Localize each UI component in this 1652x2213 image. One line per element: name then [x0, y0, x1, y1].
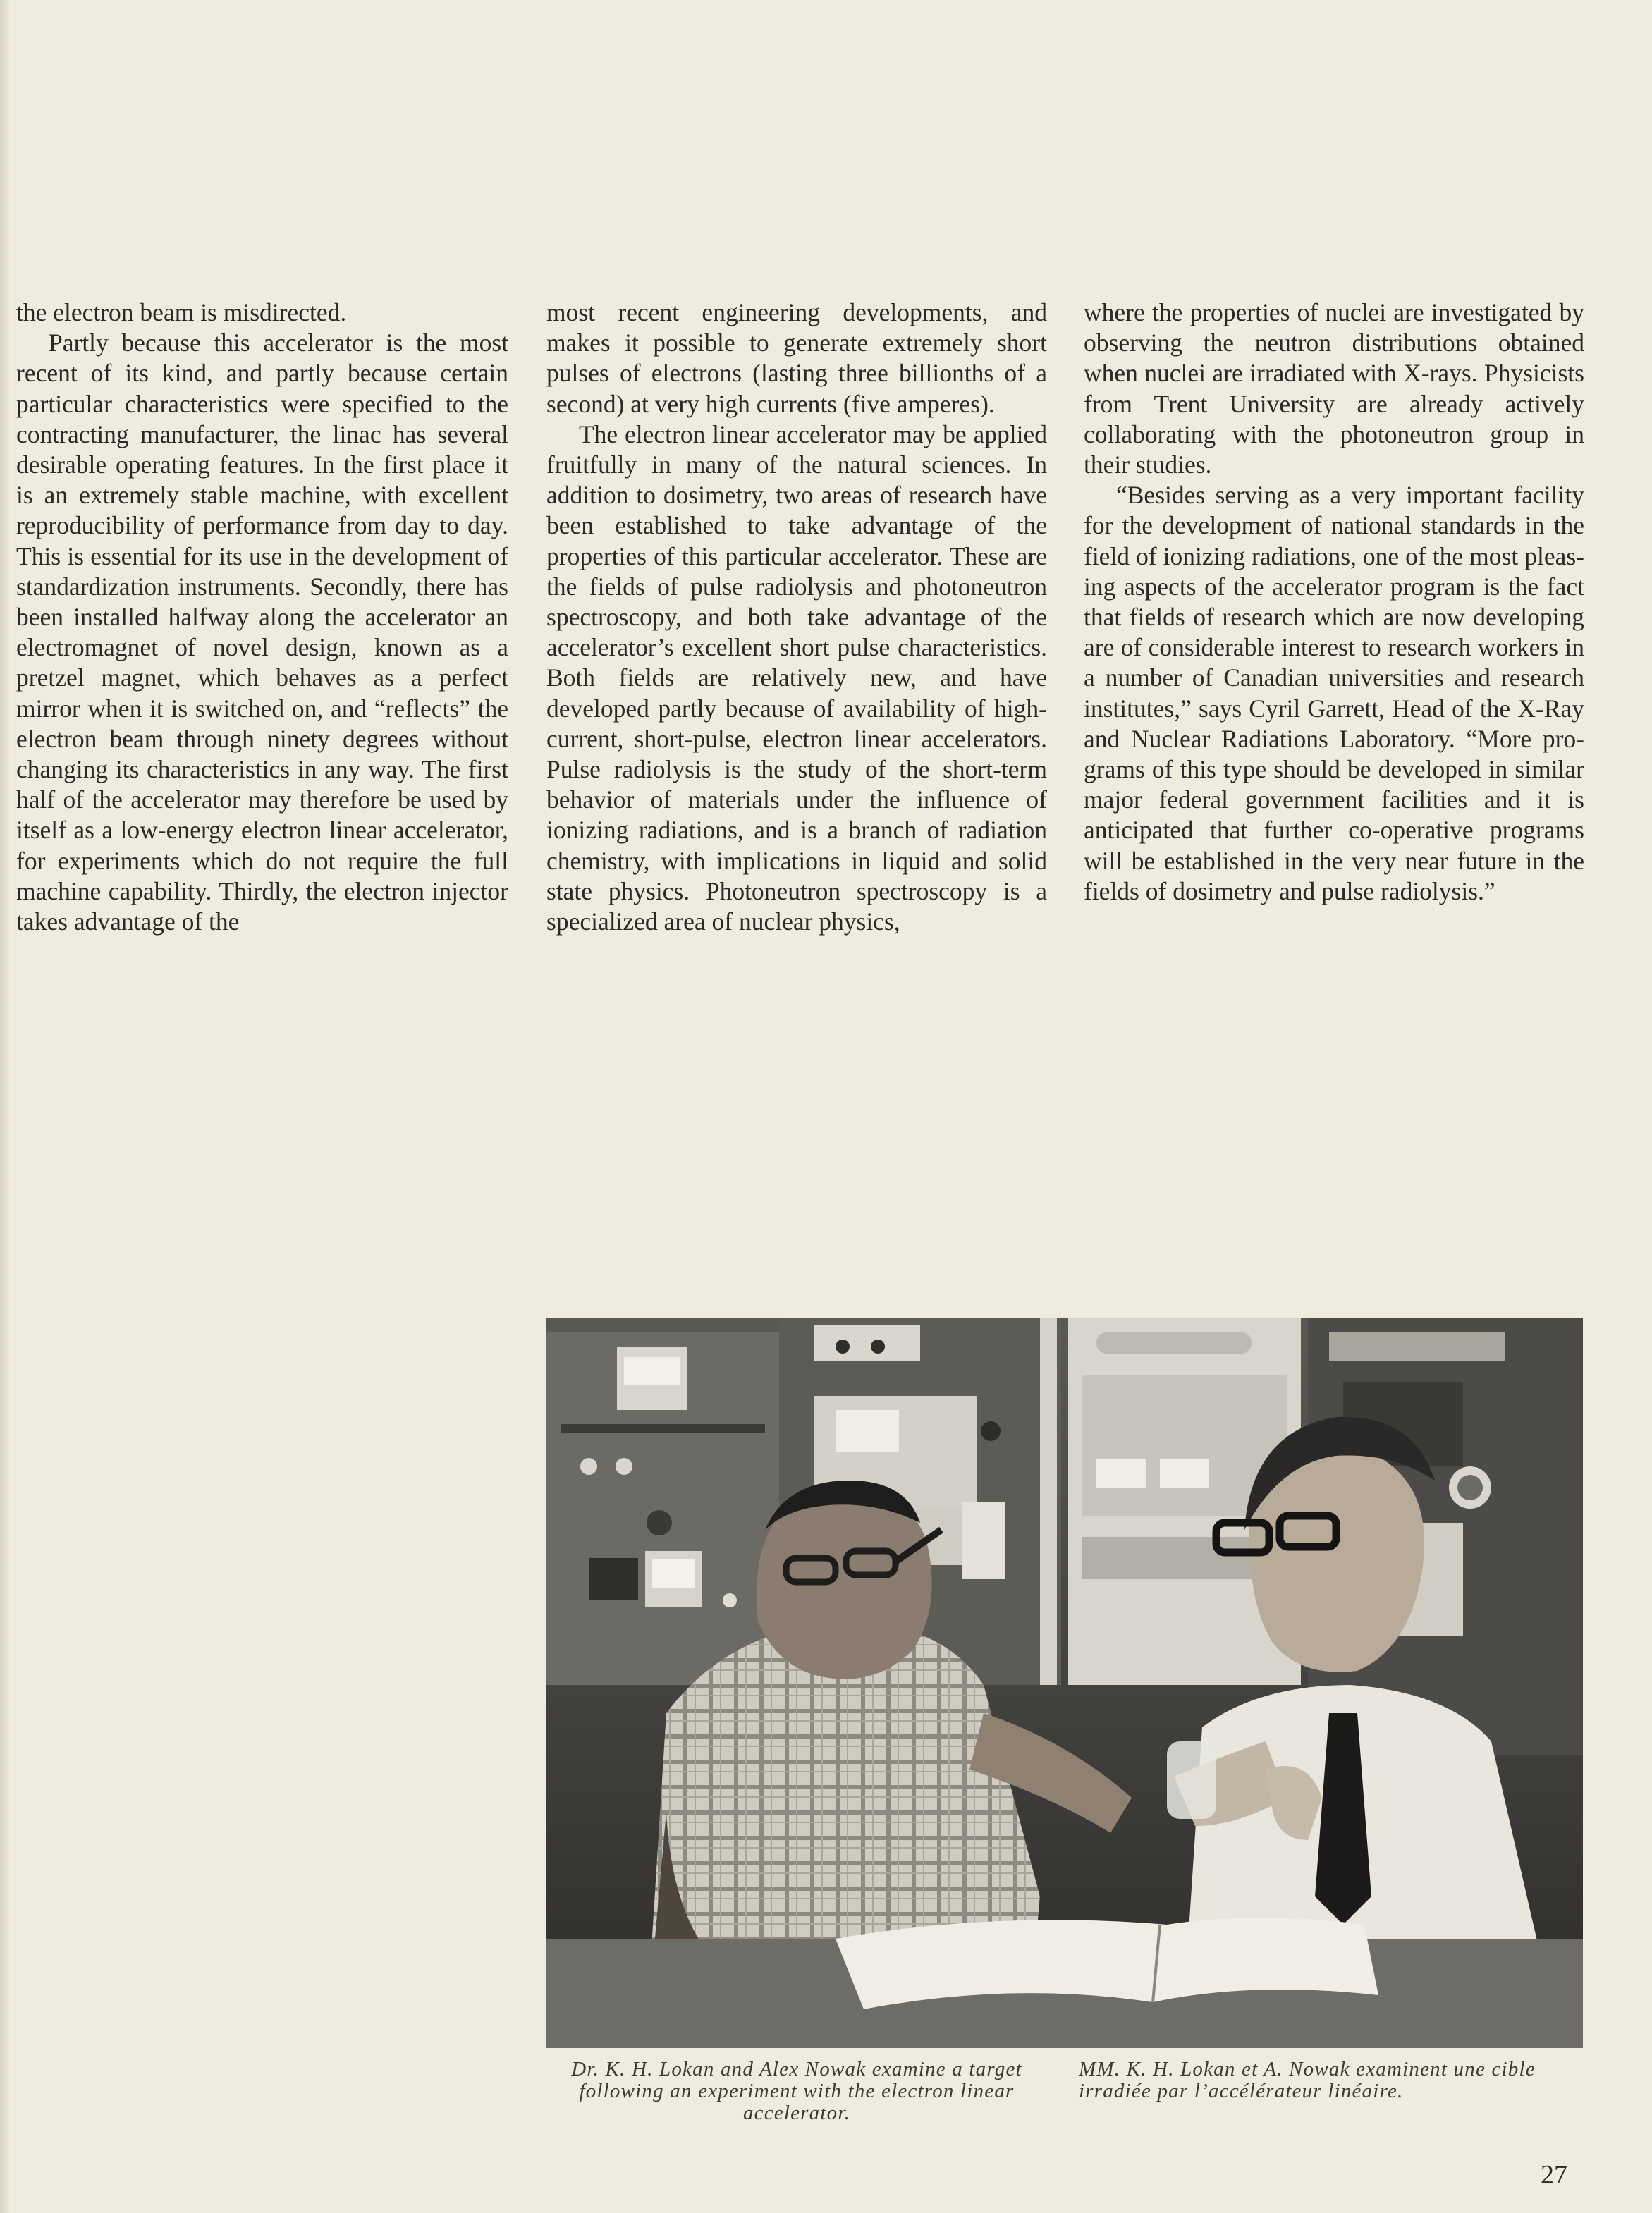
laboratory-photo-illustration — [546, 1318, 1583, 2048]
photo-caption-french: MM. K. H. Lokan et A. Nowak examinent une cible irradiée par l’accélérateur linéaire. — [1079, 2058, 1536, 2102]
paragraph: The electron linear accelerator may be applied fruitfully in many of the natural sciences. In addition to dosimetry, two areas of research have been established to take advantage of the properties of this particular accelerator. These are the fields of pulse radiolysis and photoneutron spectroscopy, and both take advantage of the accelerator’s excellent short pulse characteristics. Both fields are relatively new, and have developed partly because of availability of high-current, short-pulse, electron linear accelerators. Pulse radiolysis is the study of the short-term behavior of materials under the influence of ionizing radiations, and is a branch of radiation chemistry, with implications in liquid and solid state physics. Photoneutron spectroscopy is a specialized area of nuclear physics, — [546, 419, 1047, 936]
text-column-1 — [16, 298, 508, 937]
paragraph: most recent engineering developments, and makes it possible to generate extremely short pulses of electrons (lasting three billionths of a second) at very high currents (five amperes). — [546, 298, 1047, 418]
page-number: 27 — [1541, 2160, 1567, 2190]
text-column-2 — [546, 298, 1047, 937]
paragraph: where the properties of nuclei are investigated by observing the neutron distributions obtained when nuclei are irradiated with X-rays. Physicists from Trent University are already actively collaborating with the photoneutron group in their studies. — [1084, 298, 1584, 479]
laboratory-photograph — [546, 1318, 1583, 2048]
paragraph: “Besides serving as a very important facility for the development of national standards in the field of ionizing radiations, one of the most pleasing aspects of the accelerator program is the fact that fields of research which are now developing are of considerable interest to research workers in a number of Canadian universities and research institutes,” says Cyril Garrett, Head of the X-Ray and Nuclear Radiations Laboratory. “More programs of this type should be developed in similar major federal government facilities and it is anticipated that further co-operative programs will be established in the very near future in the fields of dosimetry and pulse radiolysis.” — [1084, 481, 1584, 905]
paragraph: the electron beam is misdirected. — [16, 298, 347, 326]
target-vial — [1167, 1741, 1216, 1819]
photo-caption-english: Dr. K. H. Lokan and Alex Nowak examine a target following an experiment with the electron linear accelerator. — [571, 2058, 1022, 2124]
equipment-rack-left — [546, 1332, 779, 1685]
page-edge-shadow — [0, 0, 10, 2213]
text-column-3 — [1084, 298, 1584, 907]
paragraph: Partly because this accelerator is the most recent of its kind, and partly because certain particular characteristics were specified to the contracting manufacturer, the linac has several desirable operating features. In the first place it is an extremely stable machine, with excellent reproducibility of performance from day to day. This is essential for its use in the development of standardization instruments. Secondly, there has been installed halfway along the accelerator an electromagnet of novel design, known as a pretzel magnet, which behaves as a perfect mirror when it is switched on, and “reflects” the electron beam through ninety degrees without changing its characteristics in any way. The first half of the accelerator may therefore be used by itself as a low-energy electron linear accelerator, for experiments which do not require the full machine capability. Thirdly, the electron injector takes advantage of the — [16, 329, 508, 936]
